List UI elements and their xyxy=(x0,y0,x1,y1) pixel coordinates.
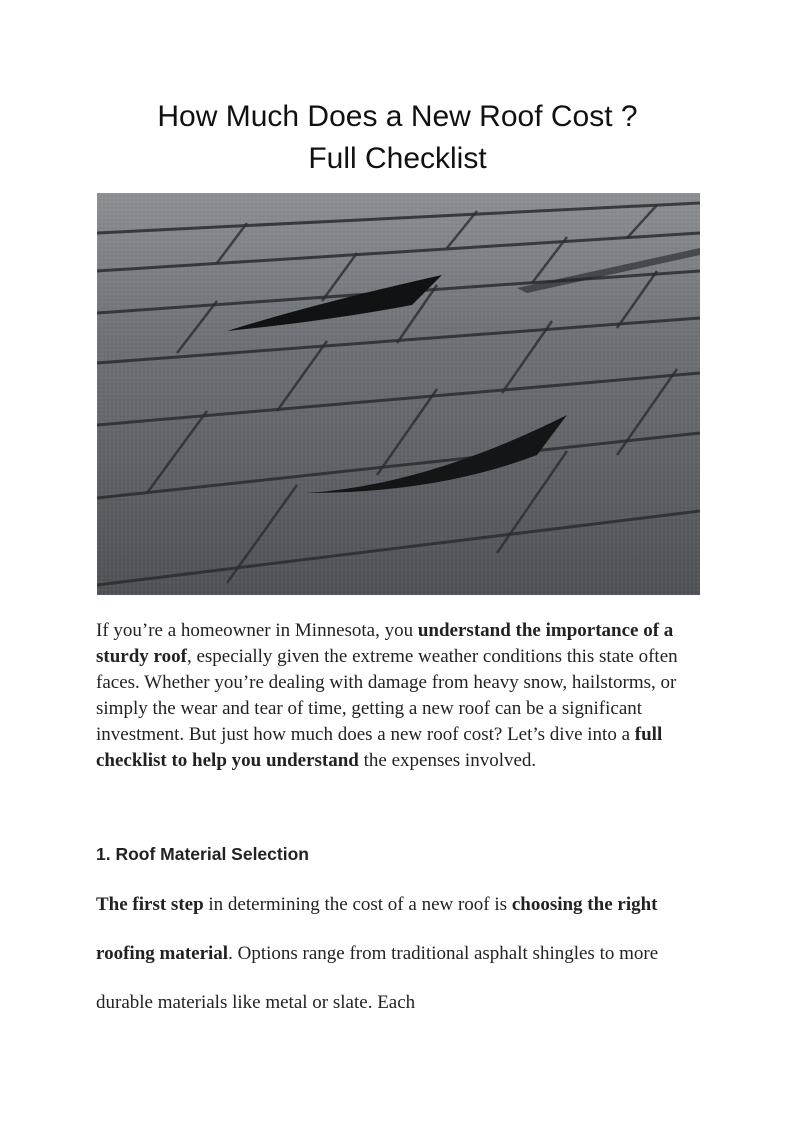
page-title xyxy=(60,96,735,180)
section-heading: 1. Roof Material Selection xyxy=(96,844,309,864)
intro-text-3: the expenses involved. xyxy=(358,750,537,771)
section-paragraph xyxy=(96,880,706,1027)
title-line-2: Full Checklist xyxy=(308,142,487,175)
intro-text-2: , especially given the extreme weather conditions this state often faces. Whether you’re dealing with damage from heavy snow, hailstorms, or simply the wear and tear of time, getting a new roof can be a significant investment. But just how much does a new roof cost? Let’s dive into a xyxy=(96,646,678,745)
section-text-1: in determining the cost of a new roof is xyxy=(203,894,512,915)
hero-image xyxy=(97,193,700,595)
section-bold-1: The first step xyxy=(96,894,204,915)
roof-shingles-photo-icon xyxy=(97,193,700,595)
intro-paragraph xyxy=(96,618,706,774)
section-bold-2: choosing the right roofing material xyxy=(96,894,658,964)
intro-bold-2: full checklist to help you understand xyxy=(96,724,663,771)
title-line-1: How Much Does a New Roof Cost ? xyxy=(157,100,638,133)
intro-text-1: If you’re a homeowner in Minnesota, you xyxy=(96,620,418,641)
intro-bold-1: understand the importance of a sturdy roof xyxy=(96,620,674,667)
section-text-2: . Options range from traditional asphalt shingles to more durable materials like metal or slate. Each xyxy=(96,943,659,1013)
